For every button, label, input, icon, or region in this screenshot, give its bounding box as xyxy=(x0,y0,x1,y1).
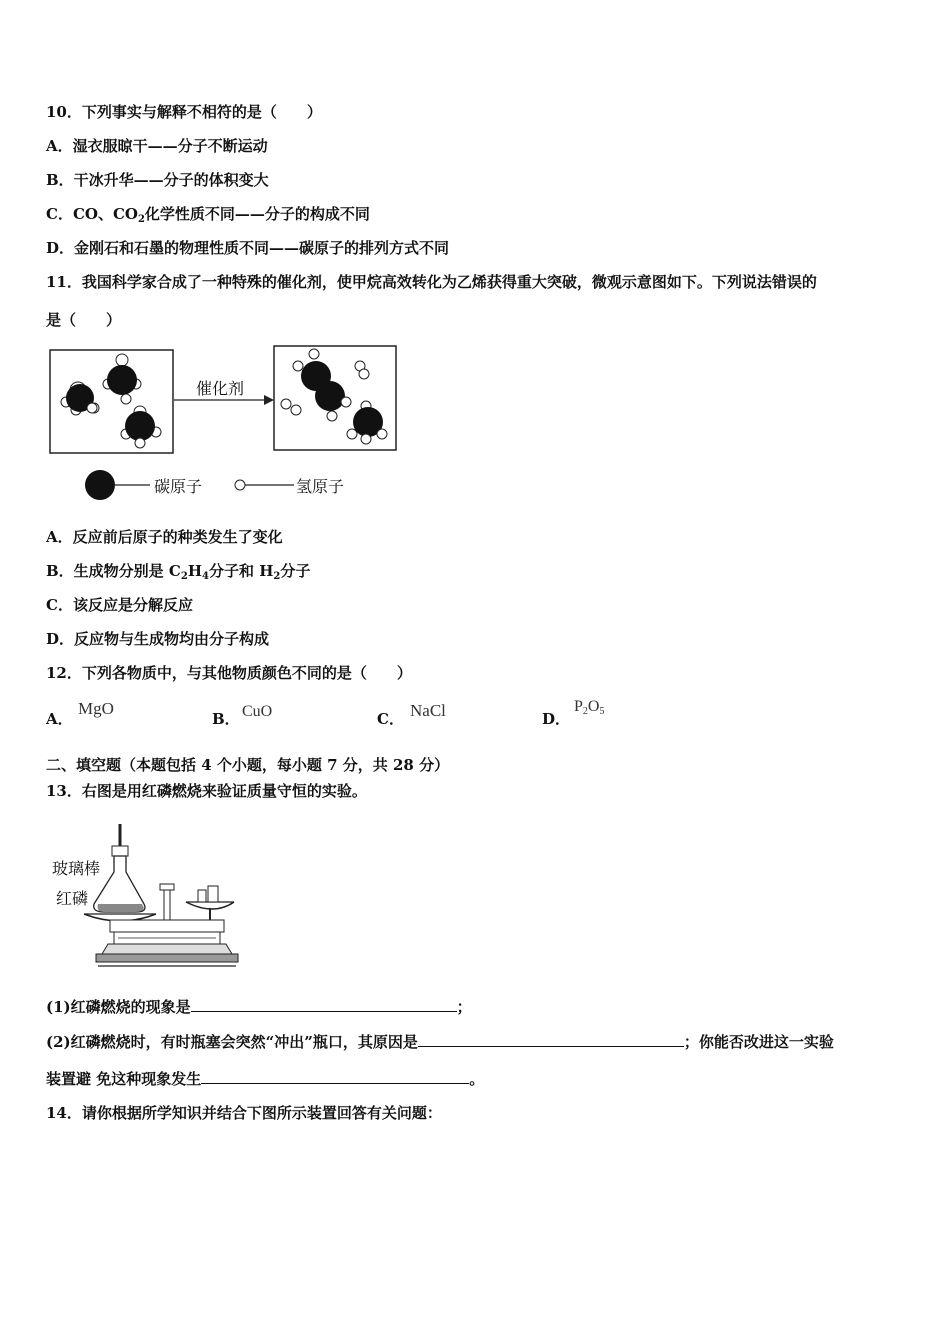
q10-option-b: B．干冰升华——分子的体积变大 xyxy=(46,171,269,189)
catalyst-label: 催化剂 xyxy=(196,379,245,398)
reaction-diagram-svg xyxy=(48,344,408,504)
q12-option-a-label: A． xyxy=(46,710,73,728)
q12-option-d-label: D． xyxy=(542,710,571,728)
red-phosphorus xyxy=(98,904,144,912)
balance-pillar xyxy=(164,890,170,920)
q10-stem: 10．下列事实与解释不相符的是（ ） xyxy=(46,103,322,121)
hydrogen-legend-symbol xyxy=(235,480,245,490)
q13-part2: (2)红磷燃烧时，有时瓶塞会突然“冲出”瓶口，其原因是 ；你能否改进这一实验 xyxy=(46,1033,834,1051)
hydrogen-molecule xyxy=(281,399,301,415)
q12-option-c-formula: NaCl xyxy=(410,701,446,720)
q14-stem: 14．请你根据所学知识并结合下图所示装置回答有关问题： xyxy=(46,1104,442,1122)
q13-part1-answer-blank[interactable] xyxy=(191,997,457,1012)
q10-option-d: D．金刚石和石墨的物理性质不同——碳原子的排列方式不同 xyxy=(46,239,450,257)
q11-stem-line1: 11．我国科学家合成了一种特殊的催化剂，使甲烷高效转化为乙烯获得重大突破，微观示意图如下。下列说法错误的 xyxy=(46,273,817,291)
arrow-head xyxy=(264,395,274,405)
q13-stem: 13．右图是用红磷燃烧来验证质量守恒的实验。 xyxy=(46,782,367,800)
q11-option-c: C．该反应是分解反应 xyxy=(46,596,193,614)
methane-molecule xyxy=(121,406,161,448)
carbon-legend-label: 碳原子 xyxy=(154,477,203,496)
q12-option-b-label: B． xyxy=(212,710,240,728)
q12-option-c-label: C． xyxy=(377,710,404,728)
glass-rod-label: 玻璃棒 xyxy=(52,859,101,878)
q13-part3: 装置避 免这种现象发生 。 xyxy=(46,1070,485,1088)
methane-molecule xyxy=(347,401,387,444)
stopper xyxy=(112,846,128,856)
q13-part3-answer-blank[interactable] xyxy=(201,1069,469,1084)
hydrogen-molecule xyxy=(355,361,369,379)
q12-option-b-formula: CuO xyxy=(242,703,273,720)
q11-molecule-diagram xyxy=(48,344,408,504)
methane-molecule xyxy=(103,354,141,404)
weight xyxy=(198,890,206,902)
q10-option-a: A．湿衣服晾干——分子不断运动 xyxy=(46,137,268,155)
q11-option-b: B．生成物分别是 $C_2H_4$分子和 $H_2$分子 xyxy=(46,562,311,582)
q13-part1: (1)红磷燃烧的现象是 ； xyxy=(46,998,472,1016)
methane-molecule xyxy=(61,382,99,415)
weight xyxy=(208,886,218,902)
carbon-legend-symbol xyxy=(85,470,115,500)
q13-part2-answer-blank[interactable] xyxy=(418,1032,684,1047)
conical-flask xyxy=(94,856,145,912)
hydrogen-legend-label: 氢原子 xyxy=(296,477,345,496)
balance-base xyxy=(96,954,238,962)
section2-heading: 二、填空题（本题包括 4 个小题，每小题 7 分，共 28 分） xyxy=(46,756,450,774)
ethylene-molecule xyxy=(293,349,351,421)
q11-option-d: D．反应物与生成物均由分子构成 xyxy=(46,630,270,648)
red-phosphorus-label: 红磷 xyxy=(56,889,89,908)
q12-option-d-formula: $P_2O_5$ xyxy=(574,698,605,717)
q12-stem: 12．下列各物质中，与其他物质颜色不同的是（ ） xyxy=(46,664,412,682)
q11-option-a: A．反应前后原子的种类发生了变化 xyxy=(46,528,283,546)
q13-balance-diagram xyxy=(48,820,248,975)
q12-option-a-formula: MgO xyxy=(78,699,114,718)
q11-stem-line2: 是（ ） xyxy=(46,311,122,329)
q10-option-c: C．CO、$CO_2$化学性质不同——分子的构成不同 xyxy=(46,205,370,225)
